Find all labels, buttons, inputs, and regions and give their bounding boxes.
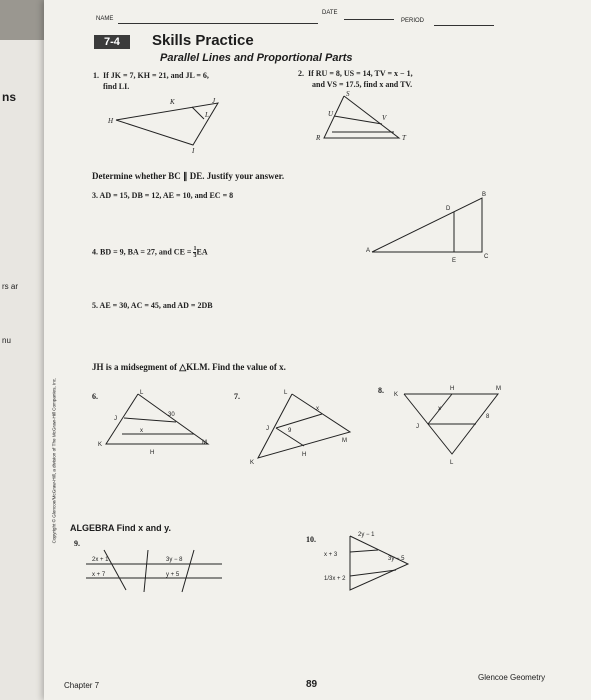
worksheet-page (44, 0, 591, 700)
section-1-heading: Determine whether BC ∥ DE. Justify your answer. (92, 171, 285, 181)
problem-5: 5. AE = 30, AC = 45, and AD = 2DB (92, 301, 213, 310)
lesson-badge: 7-4 (94, 35, 130, 49)
figure-7-triangle (250, 388, 360, 468)
problem-1-text: If JK = 7, KH = 21, and JL = 6, (103, 71, 209, 80)
label-h: H (108, 117, 114, 125)
problem-4-text: 4. BD = 9, BA = 27, and CE = (92, 247, 194, 257)
problem-2-text-2: and VS = 17.5, find x and TV. (312, 80, 413, 89)
label-x: x (316, 406, 319, 412)
label-b: B (482, 192, 487, 198)
label-30: 30 (168, 412, 175, 418)
label-l: L (140, 390, 144, 396)
name-line (118, 23, 318, 24)
copyright-notice: Copyright © Glencoe/McGraw-Hill, a division of The McGraw-Hill Companies, Inc. (51, 377, 57, 544)
fraction-denominator: 3 (193, 253, 197, 259)
label-x: x (140, 428, 143, 434)
label-9: 9 (288, 428, 292, 434)
margin-fragment: ns (2, 90, 17, 104)
name-label: NAME (96, 16, 114, 22)
label-s: S (346, 90, 350, 98)
problem-9-number: 9. (74, 539, 80, 548)
label-i: I (192, 147, 195, 155)
figure-1-triangle (108, 95, 228, 155)
problem-1-text-2: find LI. (103, 82, 130, 91)
problem-3: 3. AD = 15, DB = 12, AE = 10, and EC = 8 (92, 191, 234, 200)
label-3y-minus-8: 3y − 8 (166, 557, 183, 563)
label-m: M (202, 440, 207, 446)
label-h: H (150, 450, 155, 456)
label-8: 8 (486, 414, 490, 420)
problem-8-number: 8. (378, 386, 384, 395)
problem-2-text: If RU = 8, US = 14, TV = x − 1, (308, 69, 413, 78)
label-c: C (484, 254, 489, 260)
label-e: E (452, 258, 457, 264)
section-2-heading: JH is a midsegment of △KLM. Find the value of x. (92, 362, 286, 372)
label-l: L (450, 460, 454, 466)
label-k: K (394, 392, 399, 398)
figure-8-triangle (394, 384, 509, 469)
label-h: H (302, 452, 307, 458)
label-r: R (316, 134, 321, 142)
fraction-numerator: 1 (193, 246, 197, 252)
label-j: J (212, 97, 216, 105)
label-a: A (366, 248, 371, 254)
label-j: J (114, 416, 117, 422)
margin-fragment: nu (2, 336, 11, 345)
label-x-plus-3: x + 3 (324, 552, 338, 558)
problem-1-number: 1. (93, 71, 99, 80)
footer-chapter: Chapter 7 (64, 681, 100, 690)
label-m: M (342, 438, 347, 444)
period-label: PERIOD (401, 18, 425, 24)
label-d: D (446, 206, 451, 212)
problem-4-end: EA (196, 247, 208, 257)
problem-7-number: 7. (234, 392, 240, 401)
problem-2-number: 2. (298, 69, 304, 78)
label-k: K (250, 460, 255, 466)
footer-page-number: 89 (306, 679, 318, 690)
date-line (344, 19, 394, 20)
label-x-plus-7: x + 7 (92, 572, 106, 578)
label-x: x (438, 406, 441, 412)
label-m: M (496, 386, 501, 392)
label-u: U (328, 110, 334, 118)
label-t: T (402, 134, 406, 142)
margin-fragment: rs ar (2, 282, 18, 291)
label-j: J (266, 426, 269, 432)
label-y-plus-5: y + 5 (166, 572, 180, 578)
label-k: K (170, 98, 175, 106)
label-k: K (98, 442, 103, 448)
footer-publisher: Glencoe Geometry (478, 673, 546, 682)
label-l: L (205, 111, 209, 119)
figure-10-triangle (320, 530, 430, 596)
label-j: J (416, 424, 419, 430)
figure-3-triangle (366, 192, 491, 262)
problem-6-number: 6. (92, 392, 98, 401)
label-2y-minus-1: 2y − 1 (358, 532, 375, 538)
label-1-3x-plus-2: 1/3x + 2 (324, 576, 346, 582)
label-h: H (450, 386, 455, 392)
figure-9-parallel-lines (82, 548, 232, 594)
problem-4 (92, 246, 208, 259)
label-v: V (382, 114, 387, 122)
section-3-heading: ALGEBRA Find x and y. (70, 523, 172, 533)
label-2x-plus-1: 2x + 1 (92, 557, 109, 563)
label-3y-minus-5: 3y − 5 (388, 556, 405, 562)
label-l: L (284, 390, 288, 396)
figure-6-triangle (98, 388, 216, 458)
page-title: Skills Practice (152, 32, 254, 49)
date-label: DATE (322, 10, 338, 16)
problem-10-number: 10. (306, 535, 316, 544)
period-line (434, 25, 494, 26)
figure-2-triangle (314, 92, 414, 147)
page-subtitle: Parallel Lines and Proportional Parts (160, 52, 353, 64)
